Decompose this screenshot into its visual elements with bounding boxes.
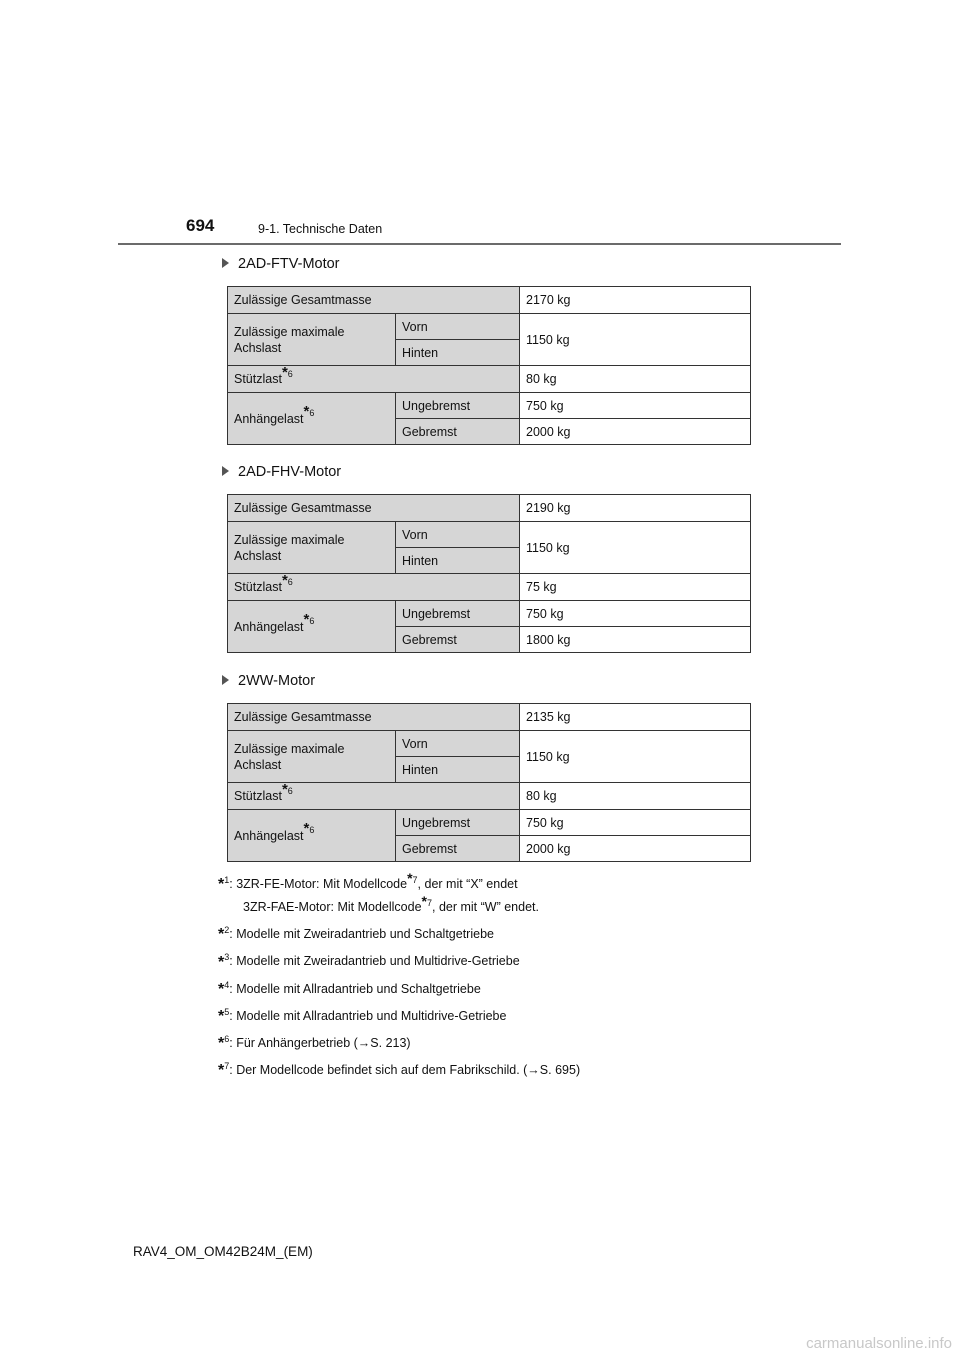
- hinten-label: Hinten: [396, 757, 520, 783]
- spec-table: [227, 703, 751, 862]
- table-heading: 2WW-Motor: [222, 673, 315, 689]
- gesamtmasse-label: Zulässige Gesamtmasse: [228, 287, 520, 314]
- spec-table: [227, 286, 751, 445]
- gesamtmasse-label: Zulässige Gesamtmasse: [228, 704, 520, 731]
- achslast-value: 1150 kg: [520, 731, 751, 783]
- stuetzlast-value: 75 kg: [520, 574, 751, 601]
- stuetzlast-label: Stützlast$^{*6}$: [228, 783, 520, 810]
- anhaengelast-label: Anhängelast$^{*6}$: [228, 810, 396, 862]
- stuetzlast-label: Stützlast$^{*6}$: [228, 366, 520, 393]
- gesamtmasse-value: 2170 kg: [520, 287, 751, 314]
- achslast-label: Zulässige maximale Achslast: [228, 522, 396, 574]
- gesamtmasse-value: 2135 kg: [520, 704, 751, 731]
- footnotes: [218, 870, 580, 1085]
- table-heading: 2AD-FHV-Motor: [222, 464, 341, 480]
- gesamtmasse-value: 2190 kg: [520, 495, 751, 522]
- stuetzlast-value: 80 kg: [520, 366, 751, 393]
- arrow-right-icon: [222, 258, 229, 268]
- watermark: carmanualsonline.info: [806, 1335, 952, 1352]
- stuetzlast-value: 80 kg: [520, 783, 751, 810]
- vorn-label: Vorn: [396, 314, 520, 340]
- vorn-label: Vorn: [396, 731, 520, 757]
- achslast-label: Zulässige maximale Achslast: [228, 731, 396, 783]
- footnote-1: *$^1$: 3ZR-FE-Motor: Mit Modellcode$^{*7}$, der mit “X” endet 3ZR-FAE-Motor: Mit Modellcode$^{*7}$, der mit “W” endet.: [218, 870, 539, 915]
- gebremst-value: 1800 kg: [520, 627, 751, 653]
- document-code: RAV4_OM_OM42B24M_(EM): [133, 1244, 313, 1259]
- gebremst-value: 2000 kg: [520, 419, 751, 445]
- gebremst-label: Gebremst: [396, 419, 520, 445]
- spec-table: [227, 494, 751, 653]
- footnote-2: *$^2$: Modelle mit Zweiradantrieb und Schaltgetriebe: [218, 925, 494, 944]
- table-heading: 2AD-FTV-Motor: [222, 256, 340, 272]
- gebremst-label: Gebremst: [396, 836, 520, 862]
- arrow-right-icon: [222, 675, 229, 685]
- header-rule: [118, 243, 841, 245]
- gebremst-label: Gebremst: [396, 627, 520, 653]
- achslast-label: Zulässige maximale Achslast: [228, 314, 396, 366]
- footnote-5: *$^5$: Modelle mit Allradantrieb und Multidrive-Getriebe: [218, 1006, 507, 1025]
- ungebremst-label: Ungebremst: [396, 601, 520, 627]
- achslast-value: 1150 kg: [520, 314, 751, 366]
- achslast-value: 1150 kg: [520, 522, 751, 574]
- footnote-3: *$^3$: Modelle mit Zweiradantrieb und Multidrive-Getriebe: [218, 952, 520, 971]
- ungebremst-label: Ungebremst: [396, 810, 520, 836]
- page-number: 694: [186, 216, 215, 235]
- gebremst-value: 2000 kg: [520, 836, 751, 862]
- ungebremst-label: Ungebremst: [396, 393, 520, 419]
- gesamtmasse-label: Zulässige Gesamtmasse: [228, 495, 520, 522]
- anhaengelast-label: Anhängelast$^{*6}$: [228, 393, 396, 445]
- ungebremst-value: 750 kg: [520, 601, 751, 627]
- arrow-right-icon: [222, 466, 229, 476]
- footnote-7: *$^7$: Der Modellcode befindet sich auf dem Fabrikschild. (→S. 695): [218, 1061, 581, 1080]
- anhaengelast-label: Anhängelast$^{*6}$: [228, 601, 396, 653]
- footnote-6: *$^6$: Für Anhängerbetrieb (→S. 213): [218, 1033, 411, 1053]
- stuetzlast-label: Stützlast$^{*6}$: [228, 574, 520, 601]
- hinten-label: Hinten: [396, 548, 520, 574]
- footnote-4: *$^4$: Modelle mit Allradantrieb und Schaltgetriebe: [218, 979, 481, 998]
- ungebremst-value: 750 kg: [520, 393, 751, 419]
- section-title: 9-1. Technische Daten: [258, 222, 383, 236]
- vorn-label: Vorn: [396, 522, 520, 548]
- hinten-label: Hinten: [396, 340, 520, 366]
- ungebremst-value: 750 kg: [520, 810, 751, 836]
